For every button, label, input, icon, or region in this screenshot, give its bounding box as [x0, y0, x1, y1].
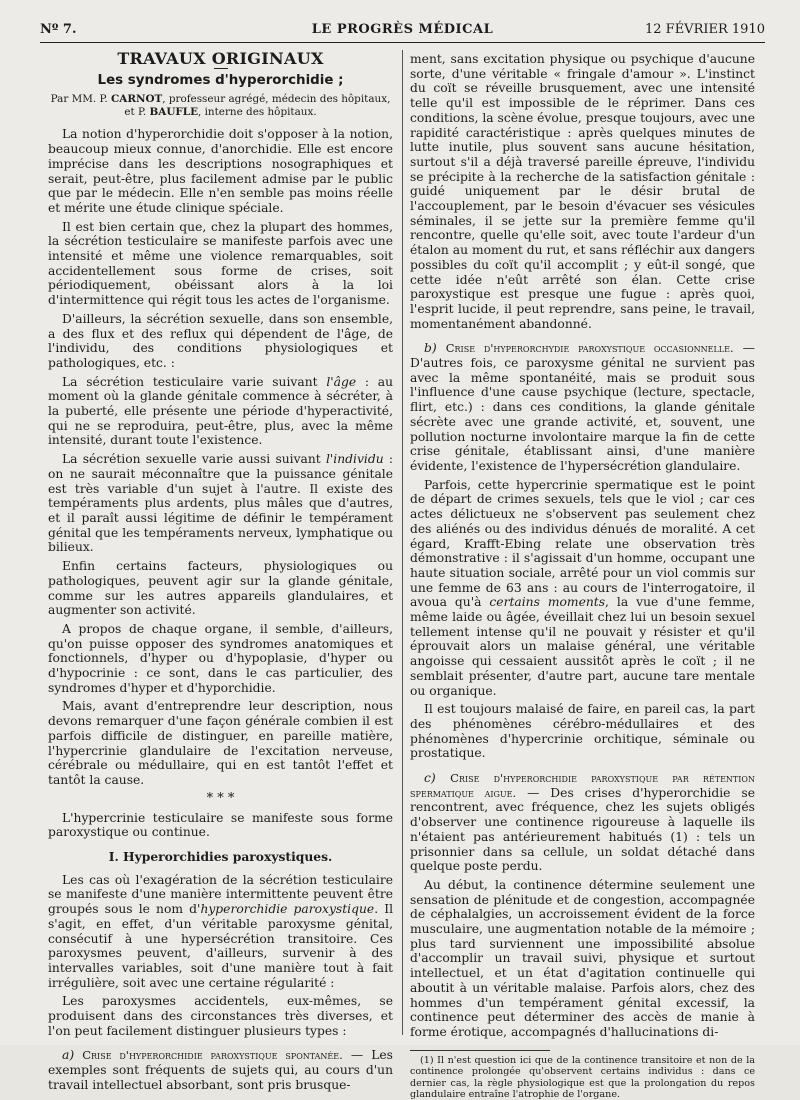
- left-column: [48, 49, 394, 1093]
- paragraph-10-emphasis: hyperorchidie paroxystique: [200, 902, 375, 917]
- issue-date: 12 FÉVRIER 1910: [645, 22, 765, 37]
- author-1-role: , professeur agrégé, médecin des hôpitaux,: [162, 93, 391, 106]
- paragraph-r3-b: , la vue d'une femme, même laide ou âgée, éveillait chez lui un besoin sexuel tellement intense qu'il ne pouvait y résister et qu'il éprouvait alors un malaise général, une véritable angoisse qui cessaient aussitôt après le coït ; il ne semblait présenter, d'autre part, aucune tare mentale ou organique.: [410, 595, 755, 698]
- paragraph-4: [48, 375, 393, 449]
- case-a-heading: Crise d'hyperorchidie paroxystique spontanée.: [82, 1048, 343, 1063]
- case-b-heading: Crise d'hyperorchydie paroxystique occasionnelle.: [445, 341, 734, 356]
- paragraph-r3-a: Parfois, cette hypercrinie spermatique est le point de départ de crimes sexuels, tels que le viol ; car ces actes délictueux ne s'observent pas seulement chez des aliénés ou des individus dénués de moralité. A cet égard, Krafft-Ebing relate une observation très démonstrative : il s'agissait d'un homme, occupant une haute situation sociale, arrêté pour un viol commis sur une femme de 63 ans : au cours de l'interrogatoire, il avoua qu'à: [410, 477, 755, 610]
- case-a-text: — Les exemples sont fréquents de sujets qui, au cours d'un travail intellectuel absorbant, sont pris brusque-: [48, 1048, 393, 1092]
- paragraph-r6: Au début, la continence détermine seulement une sensation de plénitude et de congestion, accompagnée de céphalalgies, un accroissement évident de la force musculaire, une augmentation notable de la mémoire ; plus tard surviennent une impossibilité absolue d'accomplir un travail suivi, physique et surtout intellectuel, et un état d'agitation continuelle qui aboutit à un véritable malaise. Parfois alors, chez des hommes d'un tempérament génital excessif, la continence peut déterminer des accès de manie à forme érotique, accompagnés d'hallucinations di-: [410, 877, 755, 1039]
- paragraph-5-a: La sécrétion sexuelle varie aussi suivant: [62, 452, 326, 467]
- header-rule: [40, 42, 765, 43]
- paragraph-3: D'ailleurs, la sécrétion sexuelle, dans son ensemble, a des flux et des reflux qui dépendent de l'âge, de l'individu, des conditions physiologiques et pathologiques, etc. :: [48, 311, 393, 370]
- asterism: * * *: [206, 790, 235, 806]
- paragraph-5-b: : on ne saurait méconnaître que la puissance génitale est très variable d'un sujet à l'autre. Il existe des tempéraments plus ardents, plus mâles que d'autres, et il paraît aussi légitime de définir le tempérament génital que les tempéraments nerveux, lymphatique ou bilieux.: [48, 452, 393, 555]
- paragraph-7: A propos de chaque organe, il semble, d'ailleurs, qu'on puisse opposer des syndromes anatomiques et fonctionnels, d'hyper ou d'hypoplasie, d'hyper ou d'hypocrinie : ce sont, dans le cas particulier, des syndromes d'hyper et d'hyporchidie.: [48, 621, 393, 695]
- case-c-heading: Crise d'hyperorchidie paroxystique par rétention spermatique aigue.: [410, 771, 755, 800]
- paragraph-10-a: Les cas où l'exagération de la sécrétion testiculaire se manifeste d'une manière intermittente peuvent être groupés sous le nom d': [48, 872, 393, 917]
- paragraph-5-emphasis: l'individu: [325, 452, 384, 467]
- case-c-label: c): [424, 771, 436, 786]
- author-2-role: , interne des hôpitaux.: [198, 106, 317, 119]
- paragraph-8: Mais, avant d'entreprendre leur description, nous devons remarquer d'une façon générale combien il est parfois difficile de distinguer, en pareille matière, l'hypercrinie glandulaire de l'excitation nerveuse, cérébrale ou médullaire, qui en est tantôt l'effet et tantôt la cause.: [48, 699, 393, 787]
- paragraph-r2: [410, 341, 755, 473]
- paragraph-10-b: . Il s'agit, en effet, d'un véritable paroxysme génital, consécutif à une hypersécrétion transitoire. Ces paroxysmes peuvent, d'ailleurs, survenir à des intervalles variables, soit d'une manière tout à fait irrégulière, soit avec une certaine régularité :: [48, 902, 394, 990]
- paragraph-4-b: : au moment où la glande génitale commence à sécréter, à la puberté, elle présente une période d'hyperactivité, qui ne se reproduira, peut-être, plus, avec la même intensité, durant toute l'existence.: [48, 374, 393, 448]
- page-header: [40, 22, 765, 44]
- footnote-rule: [410, 1050, 550, 1051]
- paragraph-11: Les paroxysmes accidentels, eux-mêmes, se produisent dans des circonstances très diverses, et l'on peut facilement distinguer plusieurs types :: [48, 994, 393, 1038]
- article-title: Les syndromes d'hyperorchidie ;: [97, 72, 344, 88]
- paragraph-9: L'hypercrinie testiculaire se manifeste sous forme paroxystique ou continue.: [48, 810, 393, 840]
- footnote: (1) Il n'est question ici que de la continence transitoire et non de la continence prolongée qu'observent certains individus : dans ce dernier cas, la règle physiologique est que la prolongation du repos glandulaire entraîne l'atrophie de l'organe.: [410, 1054, 755, 1100]
- paragraph-r3-emphasis: certains moments: [489, 595, 606, 610]
- case-b-text: — D'autres fois, ce paroxysme génital ne survient pas avec la même spontanéité, mais se produit sous l'influence d'une cause psychique (lecture, spectacle, flirt, etc.) : dans ces conditions, la glande génitale sécrète avec une grande activité, et, souvent, une pollution nocturne involontaire marque la fin de cette crise génitale, établissant ainsi, d'une manière évidente, l'existence de l'hypersécrétion glandulaire.: [410, 341, 755, 473]
- paragraph-12: [48, 1048, 393, 1092]
- column-separator: [402, 50, 403, 1035]
- paragraph-5: [48, 452, 393, 555]
- paragraph-4-emphasis: l'âge: [326, 374, 357, 389]
- paragraph-r4: Il est toujours malaisé de faire, en pareil cas, la part des phénomènes cérébro-médullaires et des phénomènes d'hypercrinie orchitique, séminale ou prostatique.: [410, 702, 755, 761]
- case-a-label: a): [62, 1048, 75, 1063]
- author-1: CARNOT: [110, 93, 163, 106]
- byline-prefix: Par MM. P.: [50, 93, 108, 106]
- paragraph-1: La notion d'hyperorchidie doit s'opposer à la notion, beaucoup mieux connue, d'anorchidie. Elle est encore imprécise dans les descriptions nosographiques et serait, peut-être, plus facilement admise par le public que par le médecin. Elle n'en semble pas moins réelle et mérite une étude clinique spéciale.: [48, 127, 393, 215]
- journal-name: LE PROGRÈS MÉDICAL: [311, 22, 494, 37]
- paragraph-10: [48, 873, 393, 991]
- section-title: TRAVAUX ORIGINAUX: [117, 49, 324, 68]
- issue-number: Nº 7.: [40, 22, 77, 37]
- paragraph-r3: [410, 478, 755, 699]
- byline: [48, 93, 393, 119]
- byline-join: et P.: [124, 106, 147, 119]
- paragraph-2: Il est bien certain que, chez la plupart des hommes, la sécrétion testiculaire se manifeste parfois avec une intensité et même une violence remarquables, soit accidentellement sous forme de crises, soit périodiquement, obéissant alors à la loi d'intermittence qui régit tous les actes de l'organisme.: [48, 219, 393, 308]
- right-column: [410, 52, 755, 1100]
- subheading-paroxystic: I. Hyperorchidies paroxystiques.: [108, 849, 333, 865]
- case-b-label: b): [424, 341, 437, 356]
- paragraph-6: Enfin certains facteurs, physiologiques ou pathologiques, peuvent agir sur la glande génitale, comme sur les autres appareils glandulaires, et augmenter son activité.: [48, 559, 393, 618]
- paragraph-r1: ment, sans excitation physique ou psychique d'aucune sorte, d'une véritable « fringale d'amour ». L'instinct du coït se réveille brusquement, avec une intensité telle qu'il est impossible de le réprimer. Dans ces conditions, la scène évolue, presque toujours, avec une rapidité caractéristique : après quelques minutes de lutte inutile, plus souvent sans aucune hésitation, surtout s'il a déjà traversé pareille épreuve, l'individu se précipite à la recherche de la satisfaction génitale : guidé uniquement par le désir brutal de l'accouplement, par le besoin d'évacuer ses vésicules séminales, il se jette sur la première femme qu'il rencontre, quelle qu'elle soit, avec toute l'ardeur d'un étalon au moment du rut, et sans réfléchir aux dangers possibles du coït qu'il accomplit ; y eût-il songé, que cette idée n'eût arrêté son élan. Cette crise paroxystique est presque une fugue : après quoi, l'esprit lucide, il peut reprendre, sans peine, le travail, momentanément abandonné.: [410, 52, 755, 331]
- author-2: BAUFLE: [149, 106, 198, 119]
- paragraph-r5: [410, 771, 755, 874]
- case-c-text: — Des crises d'hyperorchidie se rencontrent, avec fréquence, chez les sujets obligés d'observer une continence rigoureuse à laquelle ils n'étaient pas antérieurement habitués (1) : tels un prisonnier dans sa cellule, un soldat détaché dans quelque poste perdu.: [410, 785, 755, 874]
- paragraph-4-a: La sécrétion testiculaire varie suivant: [62, 374, 327, 389]
